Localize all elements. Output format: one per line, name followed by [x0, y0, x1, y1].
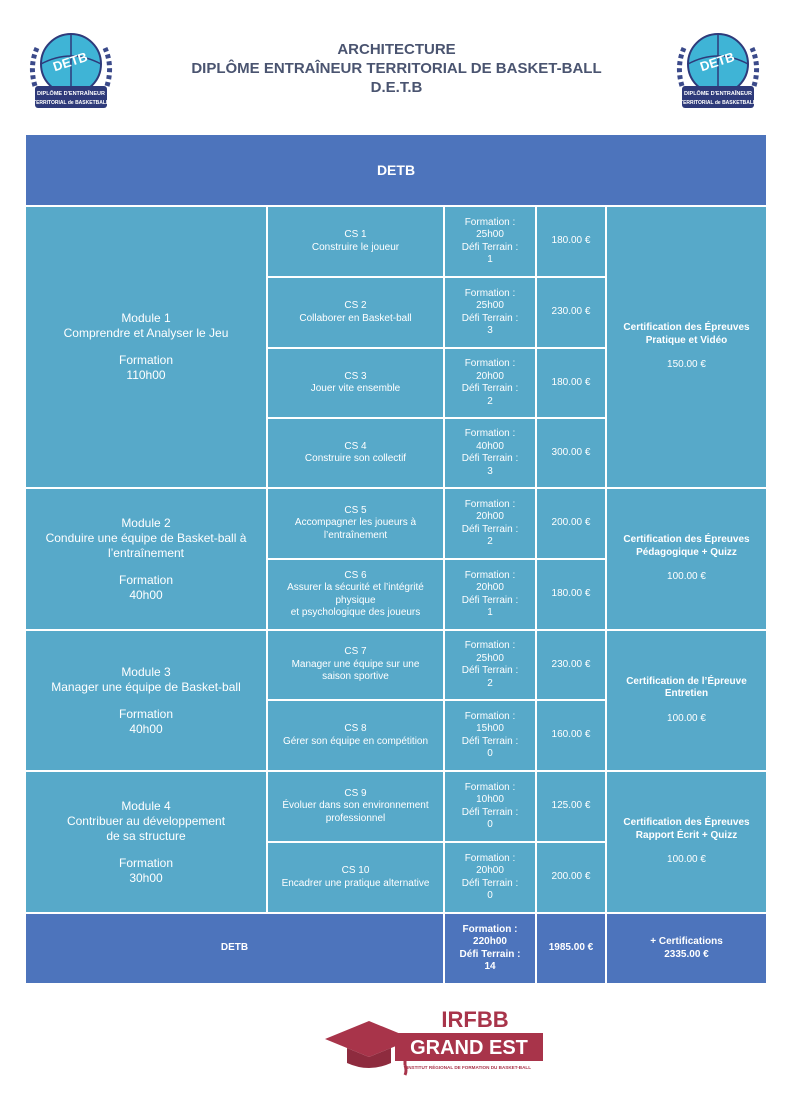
- cs-10-cell: [268, 843, 443, 912]
- cs-name: Jouer vite ensemble: [310, 383, 401, 394]
- cs-3-cell: [268, 349, 443, 417]
- defi-label: Défi Terrain :: [461, 806, 519, 818]
- formation-label: Formation :: [464, 640, 516, 651]
- cs-2-hours-cell: [445, 278, 535, 347]
- cs-code: CS 1: [344, 229, 367, 240]
- defi-value: 2: [487, 536, 493, 547]
- module-formation-hours: 110h00: [126, 368, 166, 382]
- cs-name: Encadrer une pratique alternative: [281, 877, 430, 889]
- irfbb-grand-est: GRAND EST: [410, 1037, 528, 1059]
- detb-logo-left: [25, 26, 117, 114]
- defi-value: 3: [487, 465, 493, 477]
- cs-name: Gérer son équipe en compétition: [282, 735, 429, 747]
- formation-hours: 15h00: [476, 723, 504, 734]
- formation-hours: 220h00: [473, 936, 507, 947]
- cs-name-line-1: Assurer la sécurité et l’intégrité physique: [287, 582, 424, 606]
- defi-label: Défi Terrain :: [461, 453, 519, 464]
- cs-4-hours-cell: [445, 419, 535, 487]
- defi-value: 0: [487, 819, 493, 830]
- cs-7-cell: [268, 631, 443, 699]
- cs-3-hours-cell: [445, 349, 535, 417]
- certification-price: 100.00 €: [667, 854, 706, 866]
- formation-label: Formation :: [464, 498, 516, 510]
- cs-name: Manager une équipe sur une saison sportive: [291, 658, 420, 683]
- defi-label: Défi Terrain :: [461, 665, 519, 676]
- page-title: [150, 40, 643, 97]
- cs-9-cell: [268, 772, 443, 841]
- title-line-2: DIPLÔME ENTRAÎNEUR TERRITORIAL DE BASKET-BALL: [191, 60, 602, 77]
- defi-value: 1: [487, 254, 493, 265]
- defi-label: Défi Terrain :: [461, 523, 519, 535]
- module-title: Module 2: [121, 515, 171, 530]
- cs-5-hours-cell: [445, 489, 535, 558]
- formation-label: Formation :: [464, 852, 516, 864]
- formation-label: Formation :: [464, 287, 516, 299]
- module-3-cell: [26, 631, 266, 770]
- formation-label: Formation :: [464, 569, 516, 581]
- cs-name: Collaborer en Basket-ball: [299, 312, 412, 324]
- certification-price: 150.00 €: [667, 359, 706, 371]
- logo-badge-text: DETB: [51, 49, 90, 75]
- module-title: Module 3: [121, 664, 171, 679]
- certification-title: Certification des Épreuves Pratique et Vidéo: [623, 322, 750, 346]
- module-name: Manager une équipe de Basket-ball: [51, 679, 241, 694]
- footer-cert-label: + Certifications: [650, 936, 723, 947]
- detb-logo-right: [672, 26, 764, 114]
- module-name-line-1: Contribuer au développement: [66, 813, 226, 828]
- irfbb-title: IRFBB: [441, 1007, 509, 1032]
- formation-label: Formation :: [464, 428, 516, 439]
- certification-price: 100.00 €: [667, 571, 706, 583]
- module-title: Module 1: [121, 311, 171, 325]
- module-title: Module 4: [121, 798, 171, 813]
- certification-4-cell: [607, 772, 766, 912]
- cs-4-price: 300.00 €: [537, 419, 605, 487]
- certification-title: Certification de l’Épreuve Entretien: [626, 675, 747, 700]
- defi-value: 3: [487, 325, 493, 336]
- cs-8-price: 160.00 €: [537, 701, 605, 770]
- formation-hours: 10h00: [476, 794, 504, 805]
- cs-10-price: 200.00 €: [537, 843, 605, 912]
- logo-banner-line-2: TERRITORIAL de BASKETBALL: [33, 100, 109, 106]
- formation-label: Formation :: [462, 923, 518, 935]
- logo-banner-line-1: DIPLÔME D'ENTRAÎNEUR: [37, 91, 105, 97]
- module-name: Conduire une équipe de Basket-ball à l’entraînement: [45, 530, 247, 560]
- cs-8-cell: [268, 701, 443, 770]
- formation-hours: 25h00: [476, 652, 504, 664]
- module-2-cell: [26, 489, 266, 629]
- cs-6-cell: [268, 560, 443, 629]
- defi-value: 14: [484, 961, 496, 972]
- cs-2-price: 230.00 €: [537, 278, 605, 347]
- cs-1-cell: [268, 207, 443, 276]
- irfbb-logo: [325, 1003, 550, 1083]
- defi-label: Défi Terrain :: [461, 735, 519, 747]
- footer-price: 1985.00 €: [537, 914, 605, 983]
- cs-6-price: 180.00 €: [537, 560, 605, 629]
- cs-code: CS 9: [344, 787, 367, 799]
- module-name: Comprendre et Analyser le Jeu: [63, 326, 229, 340]
- formation-label: Formation :: [464, 358, 516, 369]
- title-line-1: ARCHITECTURE: [337, 41, 456, 58]
- defi-value: 2: [487, 677, 493, 689]
- cs-5-cell: [268, 489, 443, 558]
- cs-code: CS 3: [344, 370, 367, 382]
- defi-value: 2: [487, 395, 493, 407]
- formation-label: Formation :: [464, 781, 516, 793]
- defi-label: Défi Terrain :: [461, 312, 519, 324]
- cs-name: Construire le joueur: [311, 241, 400, 253]
- footer-certifications-cell: [607, 914, 766, 983]
- defi-value: 1: [487, 607, 493, 618]
- cs-3-price: 180.00 €: [537, 349, 605, 417]
- footer-label: DETB: [26, 914, 443, 983]
- cs-code: CS 5: [344, 504, 367, 516]
- defi-label: Défi Terrain :: [461, 594, 519, 606]
- module-formation-label: Formation: [118, 353, 174, 367]
- defi-label: Défi Terrain :: [459, 948, 521, 960]
- cs-9-price: 125.00 €: [537, 772, 605, 841]
- formation-hours: 25h00: [476, 229, 504, 240]
- cs-name-line-2: et psychologique des joueurs: [290, 607, 421, 618]
- formation-label: Formation :: [464, 216, 516, 228]
- certification-1-cell: [607, 207, 766, 487]
- defi-label: Défi Terrain :: [461, 383, 519, 394]
- cs-8-hours-cell: [445, 701, 535, 770]
- cs-code: CS 10: [341, 865, 370, 876]
- cs-10-hours-cell: [445, 843, 535, 912]
- certification-2-cell: [607, 489, 766, 629]
- certification-price: 100.00 €: [667, 712, 706, 724]
- logo-banner-line-2: TERRITORIAL de BASKETBALL: [680, 100, 756, 106]
- module-formation-hours: 40h00: [129, 587, 163, 602]
- defi-label: Défi Terrain :: [461, 241, 519, 253]
- cs-6-hours-cell: [445, 560, 535, 629]
- cs-5-price: 200.00 €: [537, 489, 605, 558]
- logo-banner-line-1: DIPLÔME D'ENTRAÎNEUR: [684, 91, 752, 97]
- table-title: DETB: [26, 135, 766, 205]
- module-formation-hours: 30h00: [129, 870, 163, 885]
- cs-1-hours-cell: [445, 207, 535, 276]
- cs-4-cell: [268, 419, 443, 487]
- module-1-cell: [26, 207, 266, 487]
- formation-hours: 20h00: [476, 511, 504, 522]
- irfbb-tagline: INSTITUT RÉGIONAL DE FORMATION DU BASKET-BALL: [406, 1065, 532, 1070]
- module-formation-label: Formation: [118, 855, 174, 870]
- cs-9-hours-cell: [445, 772, 535, 841]
- module-name-line-2: de sa structure: [106, 828, 186, 843]
- module-4-cell: [26, 772, 266, 912]
- defi-value: 0: [487, 890, 493, 901]
- certification-3-cell: [607, 631, 766, 770]
- footer-cert-total: 2335.00 €: [664, 948, 709, 960]
- formation-hours: 40h00: [476, 440, 504, 452]
- cs-code: CS 4: [344, 440, 367, 452]
- module-formation-label: Formation: [118, 572, 174, 587]
- formation-hours: 20h00: [476, 582, 504, 593]
- cs-code: CS 2: [344, 300, 367, 311]
- cs-7-hours-cell: [445, 631, 535, 699]
- certification-title: Certification des Épreuves Pédagogique + Quizz: [623, 534, 750, 558]
- certification-title: Certification des Épreuves Rapport Écrit + Quizz: [623, 817, 750, 841]
- formation-label: Formation :: [464, 710, 516, 722]
- cs-7-price: 230.00 €: [537, 631, 605, 699]
- cs-code: CS 7: [344, 646, 367, 658]
- title-line-3: D.E.T.B: [370, 79, 423, 96]
- formation-hours: 25h00: [476, 300, 504, 311]
- footer-hours-cell: [445, 914, 535, 983]
- cs-2-cell: [268, 278, 443, 347]
- cs-1-price: 180.00 €: [537, 207, 605, 276]
- module-formation-label: Formation: [118, 706, 174, 721]
- formation-hours: 20h00: [476, 865, 504, 876]
- cs-name: Accompagner les joueurs à l’entraînement: [294, 517, 417, 541]
- cs-name: Construire son collectif: [304, 453, 407, 464]
- logo-badge-text: DETB: [698, 49, 737, 75]
- cs-code: CS 8: [344, 723, 367, 734]
- formation-hours: 20h00: [476, 370, 504, 382]
- defi-label: Défi Terrain :: [461, 877, 519, 889]
- defi-value: 0: [487, 748, 493, 759]
- module-formation-hours: 40h00: [129, 721, 163, 736]
- cs-name: Évoluer dans son environnement professionnel: [282, 800, 429, 824]
- cs-code: CS 6: [344, 569, 367, 581]
